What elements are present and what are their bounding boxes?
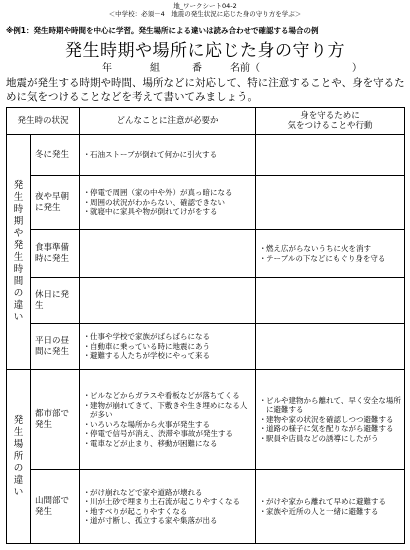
list-item: ・ 駅員や店員などの誘導にしたがう	[259, 434, 401, 444]
caution-meal[interactable]	[80, 230, 256, 278]
action-winter[interactable]	[256, 135, 405, 176]
situation-holiday: 休日に発生	[31, 278, 80, 324]
name-label: 名前（	[230, 63, 260, 74]
list-item: ・ 仕事や学校で家族がばらばらになる	[83, 332, 252, 342]
number-label: 番	[192, 63, 202, 74]
list-item: ・ 建物が崩れてきて、下敷きや生き埋めになる人が多い	[83, 401, 252, 420]
list-item: ・ 建物や家の状況を確認しつつ避難する	[259, 415, 401, 425]
header-action	[256, 108, 405, 135]
situation-winter: 冬に発生	[31, 135, 80, 176]
list-item: ・ テーブルの下などにもぐり身を守る	[259, 254, 401, 264]
caution-holiday[interactable]	[80, 278, 256, 324]
list-item: ・ 道路の様子に気を配りながら避難する	[259, 424, 401, 434]
caution-weekday	[80, 324, 256, 370]
header-action-line1: 身を守るために	[300, 111, 360, 121]
list-item: ・ 石油ストーブが倒れて何かに引火する	[83, 150, 252, 160]
group-place-label: 発生場所の違い	[7, 370, 31, 544]
caution-city	[80, 370, 256, 470]
action-meal	[256, 230, 405, 278]
action-city	[256, 370, 405, 470]
action-night[interactable]	[256, 176, 405, 230]
list-item: ・ 就寝中に家具や物が倒れてけがをする	[83, 207, 252, 217]
caution-mountain	[80, 470, 256, 544]
list-item: ・ 自動車に乗っている時に地震にあう	[83, 342, 252, 352]
worksheet-subtitle: ＜中学校：必須－4 地震の発生状況に応じた身の守り方を学ぶ＞	[108, 10, 302, 18]
name-close-paren: ）	[352, 63, 362, 74]
list-item: ・ 停電で信号が消え、渋滞や事故が発生する	[83, 429, 252, 439]
action-holiday[interactable]	[256, 278, 405, 324]
class-label: 組	[150, 63, 160, 74]
situation-city: 都市部で発生	[31, 370, 80, 470]
list-item: ・ 道が寸断し、孤立する家や集落が出る	[83, 516, 252, 526]
situation-weekday: 平日の昼間に発生	[31, 324, 80, 370]
list-item: ・ ビルや建物から離れて、早く安全な場所に避難する	[259, 396, 401, 415]
list-item: ・ ビルなどからガラスや看板などが落ちてくる	[83, 391, 252, 401]
list-item: ・ 停電で周囲（家の中や外）が真っ暗になる	[83, 188, 252, 198]
worksheet-code: 地_ワークシート04-2	[173, 2, 237, 10]
group-time-label: 発生時期や発生時間の違い	[7, 135, 31, 370]
situation-meal: 食事準備時に発生	[31, 230, 80, 278]
list-item: ・ いろいろな場所から火事が発生する	[83, 420, 252, 430]
action-mountain	[256, 470, 405, 544]
list-item: ・ 川が土砂で埋まり土石流が起こりやすくなる	[83, 497, 252, 507]
worksheet-table	[6, 107, 405, 544]
header-situation: 発生時の状況	[7, 108, 80, 135]
list-item: ・ 地すべりが起こりやすくなる	[83, 507, 252, 517]
header-caution: どんなことに注意が必要か	[80, 108, 256, 135]
year-label: 年	[102, 63, 112, 74]
action-weekday[interactable]	[256, 324, 405, 370]
list-item: ・ 家族や近所の人と一緒に避難する	[259, 507, 401, 517]
list-item: ・ がけや家から離れて早めに避難する	[259, 497, 401, 507]
situation-night: 夜や早朝に発生	[31, 176, 80, 230]
header-action-line2: 気をつけることや行動	[287, 121, 373, 131]
caution-winter	[80, 135, 256, 176]
list-item: ・ 燃え広がらないうちに火を消す	[259, 244, 401, 254]
usage-note: ※例1：発生時期や時間を中心に学習。発生場所による違いは読み合わせで確認する場合の例	[6, 26, 319, 35]
list-item: ・ 避難する人たちが学校にやって来る	[83, 351, 252, 361]
list-item: ・ 周囲の状況がわからない、確認できない	[83, 198, 252, 208]
page-title: 発生時期や場所に応じた身の守り方	[65, 41, 345, 61]
intro-text: 地震が発生する時期や時間、場所などに対応して、特に注意することや、身を守るために気をつけることなどを考えて書いてみましょう。	[6, 77, 405, 103]
situation-mountain: 山間部で発生	[31, 470, 80, 544]
list-item: ・ がけ崩れなどで家や道路が壊れる	[83, 488, 252, 498]
caution-night	[80, 176, 256, 230]
list-item: ・ 電車などが止まり、移動が困難になる	[83, 439, 252, 449]
